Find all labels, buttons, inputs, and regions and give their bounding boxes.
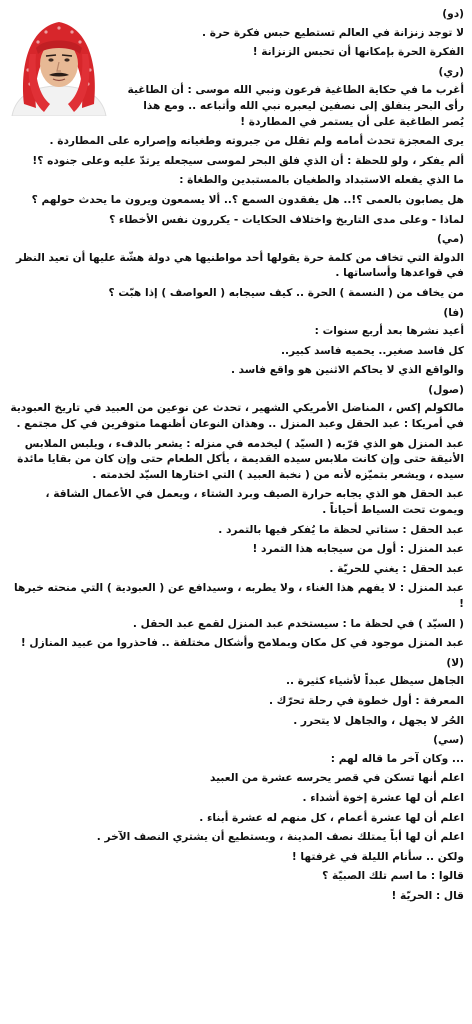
paragraph: أغرب ما في حكاية الطاغية فرعون ونبي الله موسى : أن الطاغية رأى البحر ينفلق إلى نصفين ليعبره نبي الله وأتباعه .. ومع هذا يُصر الطاغية على أن يستمر في المطاردة ! (127, 84, 464, 128)
paragraph: الحُر لا يجهل ، والجاهل لا يتحرر . (293, 714, 464, 727)
paragraph: ... وكان آخر ما قاله لهم : (330, 752, 464, 765)
paragraph: هل يصابون بالعمى ؟!.. هل يفقدون السمع ؟.. ألا يسمعون ويرون ما يحدث حولهم ؟ (31, 193, 464, 206)
section-heading: (فا) (443, 306, 464, 319)
paragraph: قالوا : ما اسم تلك الصبيّة ؟ (322, 870, 464, 883)
paragraph: ما الذي يفعله الاستبداد والطغيان بالمستبدين والطغاة : (179, 174, 464, 187)
paragraph: الجاهل سيظل عبداً لأشياء كثيرة .. (285, 675, 464, 688)
paragraph: من يخاف من ( النسمة ) الحرة .. كيف سيجابه ( العواصف ) إذا هبّت ؟ (108, 286, 464, 299)
article-body (8, 7, 464, 905)
paragraph: ولكن .. سأنام الليلة في غرفتها ! (291, 850, 464, 863)
section-heading: (دو) (442, 8, 464, 20)
paragraph: اعلم أن لها عشرة إخوة أشداء . (302, 791, 464, 804)
paragraph: عبد المنزل هو الذي قرّبه ( السيّد ) ليخدمه في منزله : يشعر بالدفء ، ويلبس الملابس الأنيقة حتى وإن كانت ملابس سيده القديمة ، يأكل الطعام حتى وإن كان من بقايا مائدة سيده ، ويشعر بتميّزه لأنه من ( نخبة العبيد ) التي اختارها السيّد لخدمته . (17, 437, 464, 481)
section-heading: (ري) (438, 65, 464, 78)
paragraph: ( السيّد ) في لحظة ما : سيستخدم عبد المنزل لقمع عبد الحقل . (132, 617, 464, 630)
paragraph: اعلم أن لها عشرة أعمام ، كل منهم له عشرة أبناء . (199, 811, 464, 824)
paragraph: عبد الحقل هو الذي يجابه حرارة الصيف وبرد الشتاء ، ويعمل في الأعمال الشاقة ، ويموت تحت السياط أحياناً . (45, 488, 464, 517)
section-heading: (مي) (437, 233, 464, 246)
paragraph: عبد المنزل : أول من سيجابه هذا التمرد ! (252, 543, 464, 556)
paragraph: قال : الحريّة ! (391, 889, 464, 902)
paragraph: لماذا - وعلى مدى التاريخ واختلاف الحكايات - يكررون نفس الأخطاء ؟ (109, 213, 464, 226)
paragraph: يرى المعجزة تحدث أمامه ولم تقلل من جبروته وطغيانه وإصراره على المطاردة . (49, 135, 464, 148)
paragraph: عبد المنزل : لا يفهم هذا الغناء ، ولا يطربه ، وسيدافع عن ( العبودية ) التي منحته خيرها ! (13, 582, 464, 610)
paragraph: عبد المنزل موجود في كل مكان وبملامح وأشكال مختلفة .. فاحذروا من عبيد المنازل ! (20, 637, 464, 650)
paragraph: أعيد نشرها بعد أربع سنوات : (314, 325, 464, 338)
paragraph: مالكولم إكس ، المناضل الأمريكي الشهير ، تحدث عن نوعين من العبيد في تاريخ العبودية في أمريكا : عبد الحقل وعبد المنزل .. وهذان النوعان أظنهما متوفرين في كل مجتمع . (10, 402, 464, 431)
section-heading: (سي) (433, 734, 464, 747)
paragraph: ألم يفكر ، ولو للحظة : أن الذي فلق البحر لموسى سيجعله يرتدّ عليه وعلى جنوده ؟! (32, 154, 464, 167)
section-heading: (لا) (446, 656, 464, 669)
paragraph: عبد الحقل : يغني للحريّة . (329, 562, 464, 575)
author-photo (6, 8, 112, 116)
paragraph: والواقع الذي لا يحاكم الاثنين هو واقع فاسد . (230, 364, 464, 377)
paragraph: كل فاسد صغير.. يحميه فاسد كبير.. (280, 344, 464, 357)
paragraph: عبد الحقل : ستاتي لحظة ما يُفكر فيها بالتمرد . (218, 523, 464, 536)
paragraph: اعلم أنها تسكن في قصر يحرسه عشرة من العبيد (209, 772, 464, 785)
section-heading: (صول) (428, 383, 464, 396)
paragraph: الفكرة الحرة بإمكانها أن تحبس الزنزانة ! (252, 46, 464, 59)
paragraph: الدولة التي تخاف من كلمة حرة يقولها أحد مواطنيها هي دولة هشّة عليها أن تعيد النظر في قواعدها وأساساتها . (16, 251, 464, 280)
paragraph: المعرفة : أول خطوة في رحلة تحرّك . (268, 694, 464, 707)
paragraph: اعلم أن لها أباً يمتلك نصف المدينة ، ويستطيع أن يشتري النصف الآخر . (96, 831, 464, 844)
paragraph: لا توجد زنزانة في العالم تستطيع حبس فكرة حرة . (201, 26, 464, 39)
